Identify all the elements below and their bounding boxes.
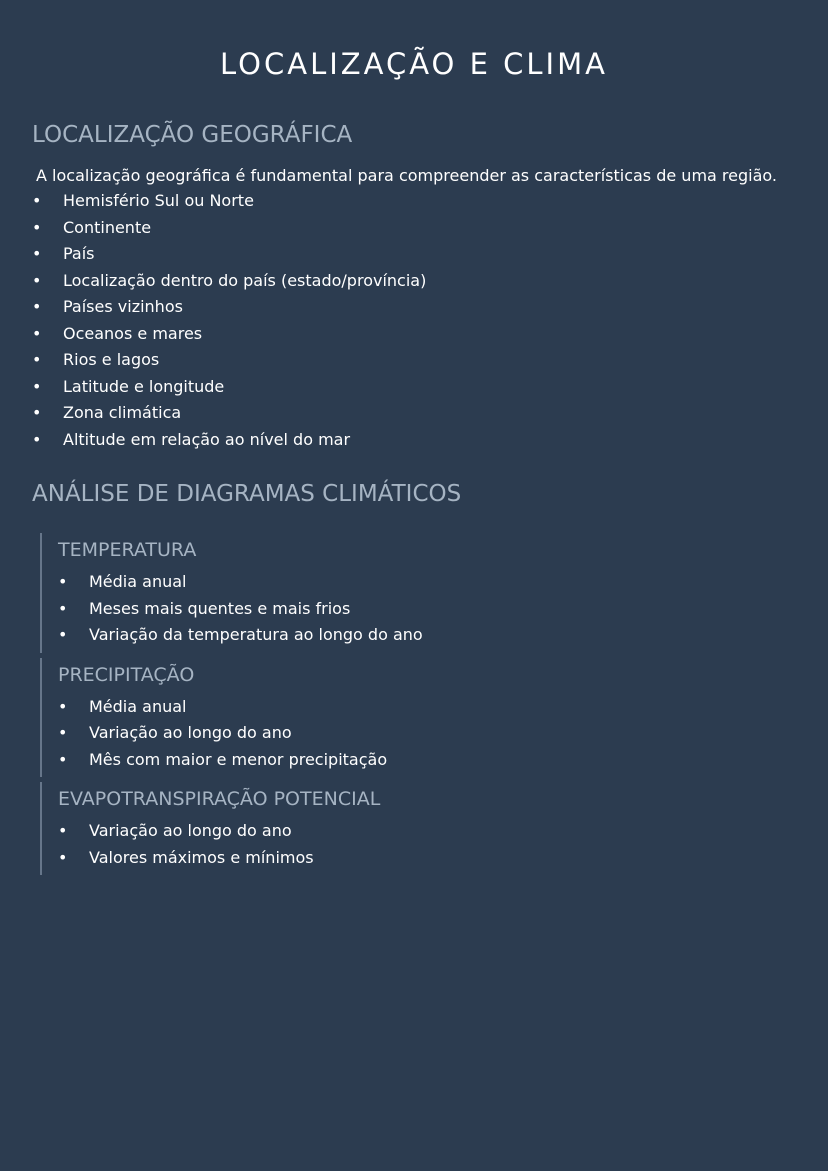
location-intro: A localização geográfica é fundamental para compreender as características de uma região.	[36, 166, 777, 185]
subsection-heading-precipitation: PRECIPITAÇÃO	[58, 663, 195, 686]
list-item: • Zona climática	[32, 400, 796, 427]
list-item: • Valores máximos e mínimos	[58, 845, 796, 872]
list-item: • Variação da temperatura ao longo do ano	[58, 622, 796, 649]
list-item: • Oceanos e mares	[32, 321, 796, 348]
list-item: • Média anual	[58, 569, 796, 596]
list-item: • País	[32, 241, 796, 268]
location-list	[32, 188, 796, 453]
temperature-list	[58, 569, 796, 649]
section-heading-diagrams: ANÁLISE DE DIAGRAMAS CLIMÁTICOS	[32, 481, 462, 507]
list-item: • Rios e lagos	[32, 347, 796, 374]
section-location	[32, 118, 796, 453]
subsection-evapotranspiration	[40, 782, 796, 875]
list-item: • Altitude em relação ao nível do mar	[32, 427, 796, 454]
list-item: • Localização dentro do país (estado/província)	[32, 268, 796, 295]
subsection-heading-evapotranspiration: EVAPOTRANSPIRAÇÃO POTENCIAL	[58, 788, 381, 810]
page-title: LOCALIZAÇÃO E CLIMA	[220, 47, 608, 81]
list-item: • Latitude e longitude	[32, 374, 796, 401]
list-item: • Variação ao longo do ano	[58, 818, 796, 845]
subsection-heading-temperature: TEMPERATURA	[58, 539, 197, 561]
subsection-temperature	[40, 533, 796, 653]
list-item: • Média anual	[58, 694, 796, 721]
section-heading-location: LOCALIZAÇÃO GEOGRÁFICA	[32, 122, 353, 148]
evapotranspiration-list	[58, 818, 796, 871]
list-item: • Mês com maior e menor precipitação	[58, 747, 796, 774]
list-item: • Meses mais quentes e mais frios	[58, 596, 796, 623]
subsection-precipitation	[40, 658, 796, 778]
list-item: • Variação ao longo do ano	[58, 720, 796, 747]
list-item: • Países vizinhos	[32, 294, 796, 321]
precipitation-list	[58, 694, 796, 774]
list-item: • Continente	[32, 215, 796, 242]
list-item: • Hemisfério Sul ou Norte	[32, 188, 796, 215]
section-diagrams	[32, 477, 796, 875]
